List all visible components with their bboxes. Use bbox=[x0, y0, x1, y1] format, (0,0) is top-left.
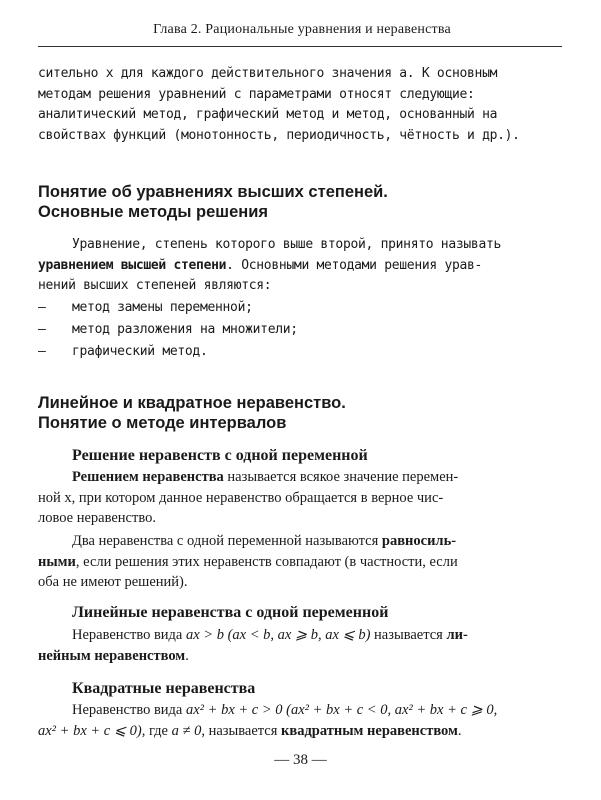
quadratic-definition-paragraph bbox=[38, 700, 562, 741]
definition-line-1-rest: называется всякое значение перемен- bbox=[223, 469, 459, 485]
term-quadratic-inequality: квадратным неравенством bbox=[281, 722, 458, 739]
para-line-1: Уравнение, степень которого выше второй, принято называть bbox=[72, 237, 502, 252]
quadratic-line-2-c: . bbox=[457, 722, 462, 739]
header-rule bbox=[38, 46, 562, 47]
section-title-line-2: Понятие о методе интервалов bbox=[38, 414, 287, 432]
intro-paragraph bbox=[38, 64, 562, 146]
term-equivalent-end: ными bbox=[38, 553, 76, 570]
list-dash: — bbox=[38, 344, 46, 359]
quadratic-formula-cont: ax² + bx + c ⩽ 0) bbox=[38, 722, 142, 739]
equivalence-line-3: оба не имеют решений). bbox=[38, 574, 188, 590]
equivalence-line-2-rest: , если решения этих неравенств совпадают (в частности, если bbox=[75, 553, 458, 570]
intro-line-2: методам решения уравнений с параметрами относят следующие: bbox=[38, 86, 475, 102]
equivalence-line-1-text: Два неравенства с одной переменной называются bbox=[72, 533, 382, 549]
list-dash: — bbox=[38, 300, 46, 315]
definition-line-1 bbox=[38, 467, 562, 488]
equivalence-line-2 bbox=[38, 552, 562, 573]
solution-definition-paragraph bbox=[38, 467, 562, 529]
linear-line-2 bbox=[38, 646, 562, 667]
list-item-text: метод замены переменной; bbox=[72, 300, 253, 315]
section-title-higher-degree bbox=[38, 182, 562, 222]
quadratic-formula: ax² + bx + c > 0 (ax² + bx + c < 0, ax² + bx + c ⩾ 0, bbox=[186, 702, 498, 718]
list-item bbox=[38, 298, 562, 318]
quadratic-line-1-a: Неравенство вида bbox=[72, 702, 186, 718]
equivalence-paragraph bbox=[38, 531, 562, 593]
linear-line-2-rest: . bbox=[185, 647, 189, 664]
list-dash: — bbox=[38, 322, 46, 337]
running-header: Глава 2. Рациональные уравнения и неравенства bbox=[153, 22, 451, 37]
quadratic-line-1 bbox=[38, 700, 562, 721]
equivalence-line-1 bbox=[38, 531, 562, 552]
list-item-text: графический метод. bbox=[72, 344, 208, 359]
nonzero-condition: a ≠ 0 bbox=[171, 722, 202, 739]
list-item-text: метод разложения на множители; bbox=[72, 322, 298, 337]
para-line-3: нений высших степеней являются: bbox=[38, 278, 272, 293]
higher-degree-paragraph bbox=[38, 235, 562, 297]
linear-definition-paragraph bbox=[38, 625, 562, 666]
quadratic-line-2 bbox=[38, 721, 562, 742]
list-item bbox=[38, 342, 562, 362]
linear-line-1-b: называется bbox=[370, 627, 447, 643]
subsection-title-linear: Линейные неравенства с одной переменной bbox=[72, 604, 389, 621]
para-line-2 bbox=[38, 256, 562, 277]
definition-line-3: ловое неравенство. bbox=[38, 510, 156, 526]
term-linear-start: ли- bbox=[446, 627, 468, 643]
term-equivalent: равносиль- bbox=[381, 533, 457, 549]
quadratic-line-2-b: , называется bbox=[201, 722, 282, 739]
intro-line-1: сительно x для каждого действительного значения a. К основным bbox=[38, 66, 498, 81]
page-number: — 38 — bbox=[274, 752, 327, 768]
subsection-title-quadratic: Квадратные неравенства bbox=[72, 680, 256, 697]
definition-line-2: ной x, при котором данное неравенство обращается в верное чис- bbox=[38, 489, 444, 506]
section-title-line-1: Понятие об уравнениях высших степеней. bbox=[38, 183, 388, 201]
linear-line-1-a: Неравенство вида bbox=[72, 627, 186, 643]
section-title-line-1: Линейное и квадратное неравенство. bbox=[38, 394, 346, 412]
list-item bbox=[38, 320, 562, 340]
term-inequality-solution: Решением неравенства bbox=[72, 469, 224, 485]
linear-formula: ax > b (ax < b, ax ⩾ b, ax ⩽ b) bbox=[186, 627, 371, 643]
quadratic-line-2-a: , где bbox=[141, 722, 172, 739]
subsection-title-one-variable: Решение неравенств с одной переменной bbox=[72, 447, 368, 464]
intro-line-4: свойствах функций (монотонность, периодичность, чётность и др.). bbox=[38, 127, 520, 143]
section-title-line-2: Основные методы решения bbox=[38, 203, 268, 221]
linear-line-1 bbox=[38, 625, 562, 646]
term-higher-degree-equation: уравнением высшей степени bbox=[38, 257, 227, 273]
section-title-inequalities bbox=[38, 393, 562, 433]
para-line-2-rest: . Основными методами решения урав- bbox=[226, 257, 483, 273]
intro-line-3: аналитический метод, графический метод и метод, основанный на bbox=[38, 107, 498, 122]
term-linear-inequality: нейным неравенством bbox=[38, 647, 186, 664]
